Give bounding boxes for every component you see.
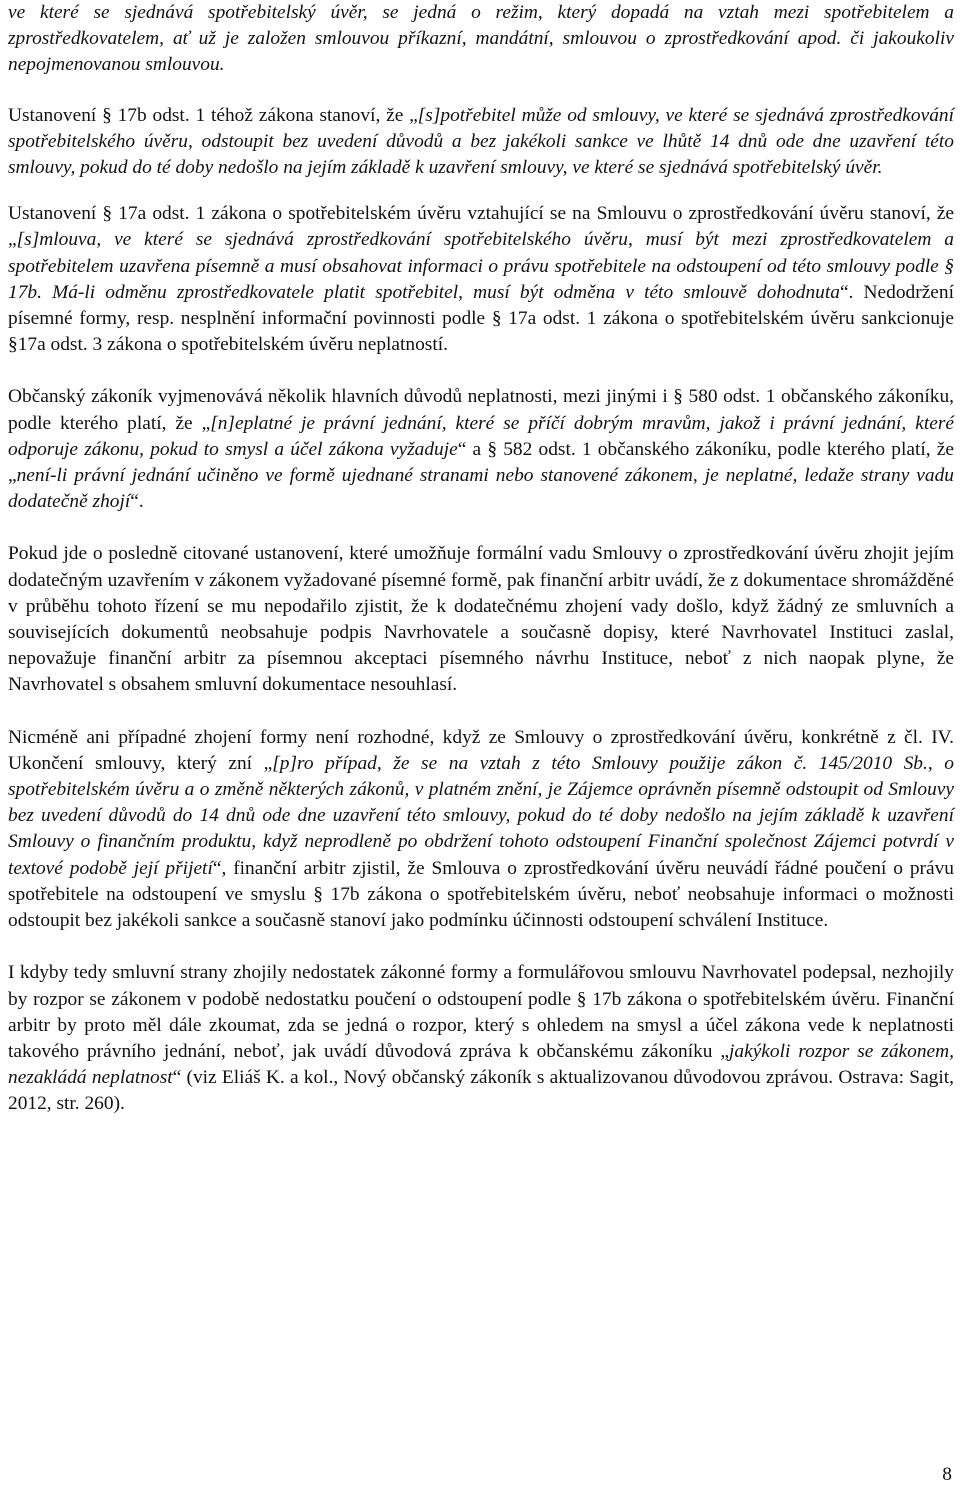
text-run: Občanský zákoník vyjmenovává několik hlavních důvodů neplatnosti, mezi jinými i § 580 odst. 1 občanského zákoníku, podle kterého platí, že „ [8,386,954,434]
text-run: I kdyby tedy smluvní strany zhojily nedostatek zákonné formy a formulářovou smlouvu Navrhovatel podepsal, nezhojily by rozpor se zákonem v podobě nedostatku poučení o odstoupení podle § 17b zákona o spotřebitelském úvěru. Finanční arbitr by proto měl dále zkoumat, zda se jedná o rozpor, který s ohledem na smysl a účel zákona vede k neplatnosti takového právního jednání, neboť, jak uvádí důvodová zpráva k občanskému zákoníku „ [8,962,954,1062]
italic-quote: [p]ro případ, že se na vztah z této Smlouvy použije zákon č. 145/2010 Sb. [272,752,928,774]
text-run: “. [130,491,144,513]
italic-quote: není-li právní jednání učiněno ve formě ujednané stranami nebo stanovené zákonem, je neplatné, ledaže strany vadu dodatečně zhojí [8,465,954,513]
italic-quote: [s]mlouva, ve které se sjednává zprostředkování spotřebitelského úvěru, musí být mezi zprostředkovatelem a spotřebitelem uzavřena písemně a musí obsahovat informaci o právu spotřebitele na odstoupení od této smlouvy podle § 17b. Má-li odměnu zprostředkovatele platit spotřebitel, musí být odměna v této smlouvě dohodnuta [8,229,954,303]
italic-quote: [n]eplatné je právní jednání, které se příčí dobrým mravům, jakož i právní jednání, které odporuje zákonu, pokud to smysl a účel zákona vyžaduje [8,412,954,460]
italic-quote: jakýkoli rozpor se zákonem, nezakládá neplatnost [8,1040,954,1089]
text-run: Ustanovení § 17b odst. 1 téhož zákona stanoví, že „ [8,104,418,126]
paragraph-civil-code [8,384,954,515]
text-run: “, finanční arbitr zjistil, že Smlouva o zprostředkování úvěru neuvádí řádné poučení o právu spotřebitele na odstoupení ve smyslu § 17b zákona o spotřebitelském úvěru, neboť neobsahuje informaci o možnosti odstoupit bez jakékoli sankce a současně stanoví jako podmínku účinnosti odstoupení schválení Instituce. [8,857,954,932]
italic-quote: [s]potřebitel může od smlouvy, ve které se sjednává zprostředkování spotřebitelského úvěru, odstoupit bez uvedení důvodů a bez jakékoli sankce ve lhůtě 14 dnů ode dne uzavření této smlouvy, pokud do té doby nedošlo na jejím základě k uzavření smlouvy, ve které se sjednává spotřebitelský úvěr. [8,104,954,179]
italic-quote: ve které se sjednává spotřebitelský úvěr, se jedná o režim, který dopadá na vztah mezi spotřebitelem a zprostředkovatelem, ať už je založen smlouvou příkazní, mandátní, smlouvou o zprostředkování apod. či jakoukoliv nepojmenovanou smlouvou. [8,2,954,76]
paragraph-conclusion [8,960,954,1117]
italic-quote: o spotřebitelském úvěru a o změně některých zákonů, v platném znění, je Zájemce oprávněn písemně odstoupit od Smlouvy bez uvedení důvodů do 14 dnů ode dne uzavření této smlouvy, pokud do té doby nedošlo na jejím základě k uzavření Smlouvy o finančním produktu, když neprodleně po obdržení tohoto odstoupení Finanční společnost Zájemci potvrdí v textové podobě její přijetí [8,752,954,879]
paragraph-17a [8,201,954,358]
text-run: “ a § 582 odst. 1 občanského zákoníku, podle kterého platí, že „ [8,438,954,487]
text-run: Nicméně ani případné zhojení formy není rozhodné, když ze Smlouvy o zprostředkování úvěru, konkrétně z čl. IV. Ukončení smlouvy, který zní „ [8,726,954,774]
page-number: 8 [942,1464,952,1485]
text-run: “. Nedodržení písemné formy, resp. nesplnění informační povinnosti podle § 17a odst. 1 zákona o spotřebitelském úvěru sankcionuje §17a odst. 3 zákona o spotřebitelském úvěru neplatností. [8,281,954,356]
paragraph-continuation [8,0,954,79]
paragraph-withdrawal-instruction [8,725,954,935]
paragraph-17b [8,103,954,182]
paragraph-form-defect [8,541,954,698]
text-run: Ustanovení § 17a odst. 1 zákona o spotřebitelském úvěru vztahující se na Smlouvu o zprostředkování úvěru stanoví, že „ [8,203,954,251]
text-run: , [927,752,945,774]
text-run: Pokud jde o posledně citované ustanovení, které umožňuje formální vadu Smlouvy o zprostředkování úvěru zhojit jejím dodatečným uzavřením v zákonem vyžadované písemné formě, pak finanční arbitr uvádí, že z dokumentace shromážděné v průběhu tohoto řízení se mu nepodařilo zjistit, že k dodatečnému zhojení vady došlo, když žádný ze smluvních a souvisejících dokumentů neobsahuje podpis Navrhovatele a současně dopisy, které Navrhovatel Instituci zaslal, nepovažuje finanční arbitr za písemnou akceptaci písemného návrhu Instituce, neboť z nich naopak plyne, že Navrhovatel s obsahem smluvní dokumentace nesouhlasí. [8,543,954,696]
text-run: “ (viz Eliáš K. a kol., Nový občanský zákoník s aktualizovanou důvodovou zprávou. Ostrava: Sagit, 2012, str. 260). [8,1067,954,1115]
document-page [8,0,954,1118]
